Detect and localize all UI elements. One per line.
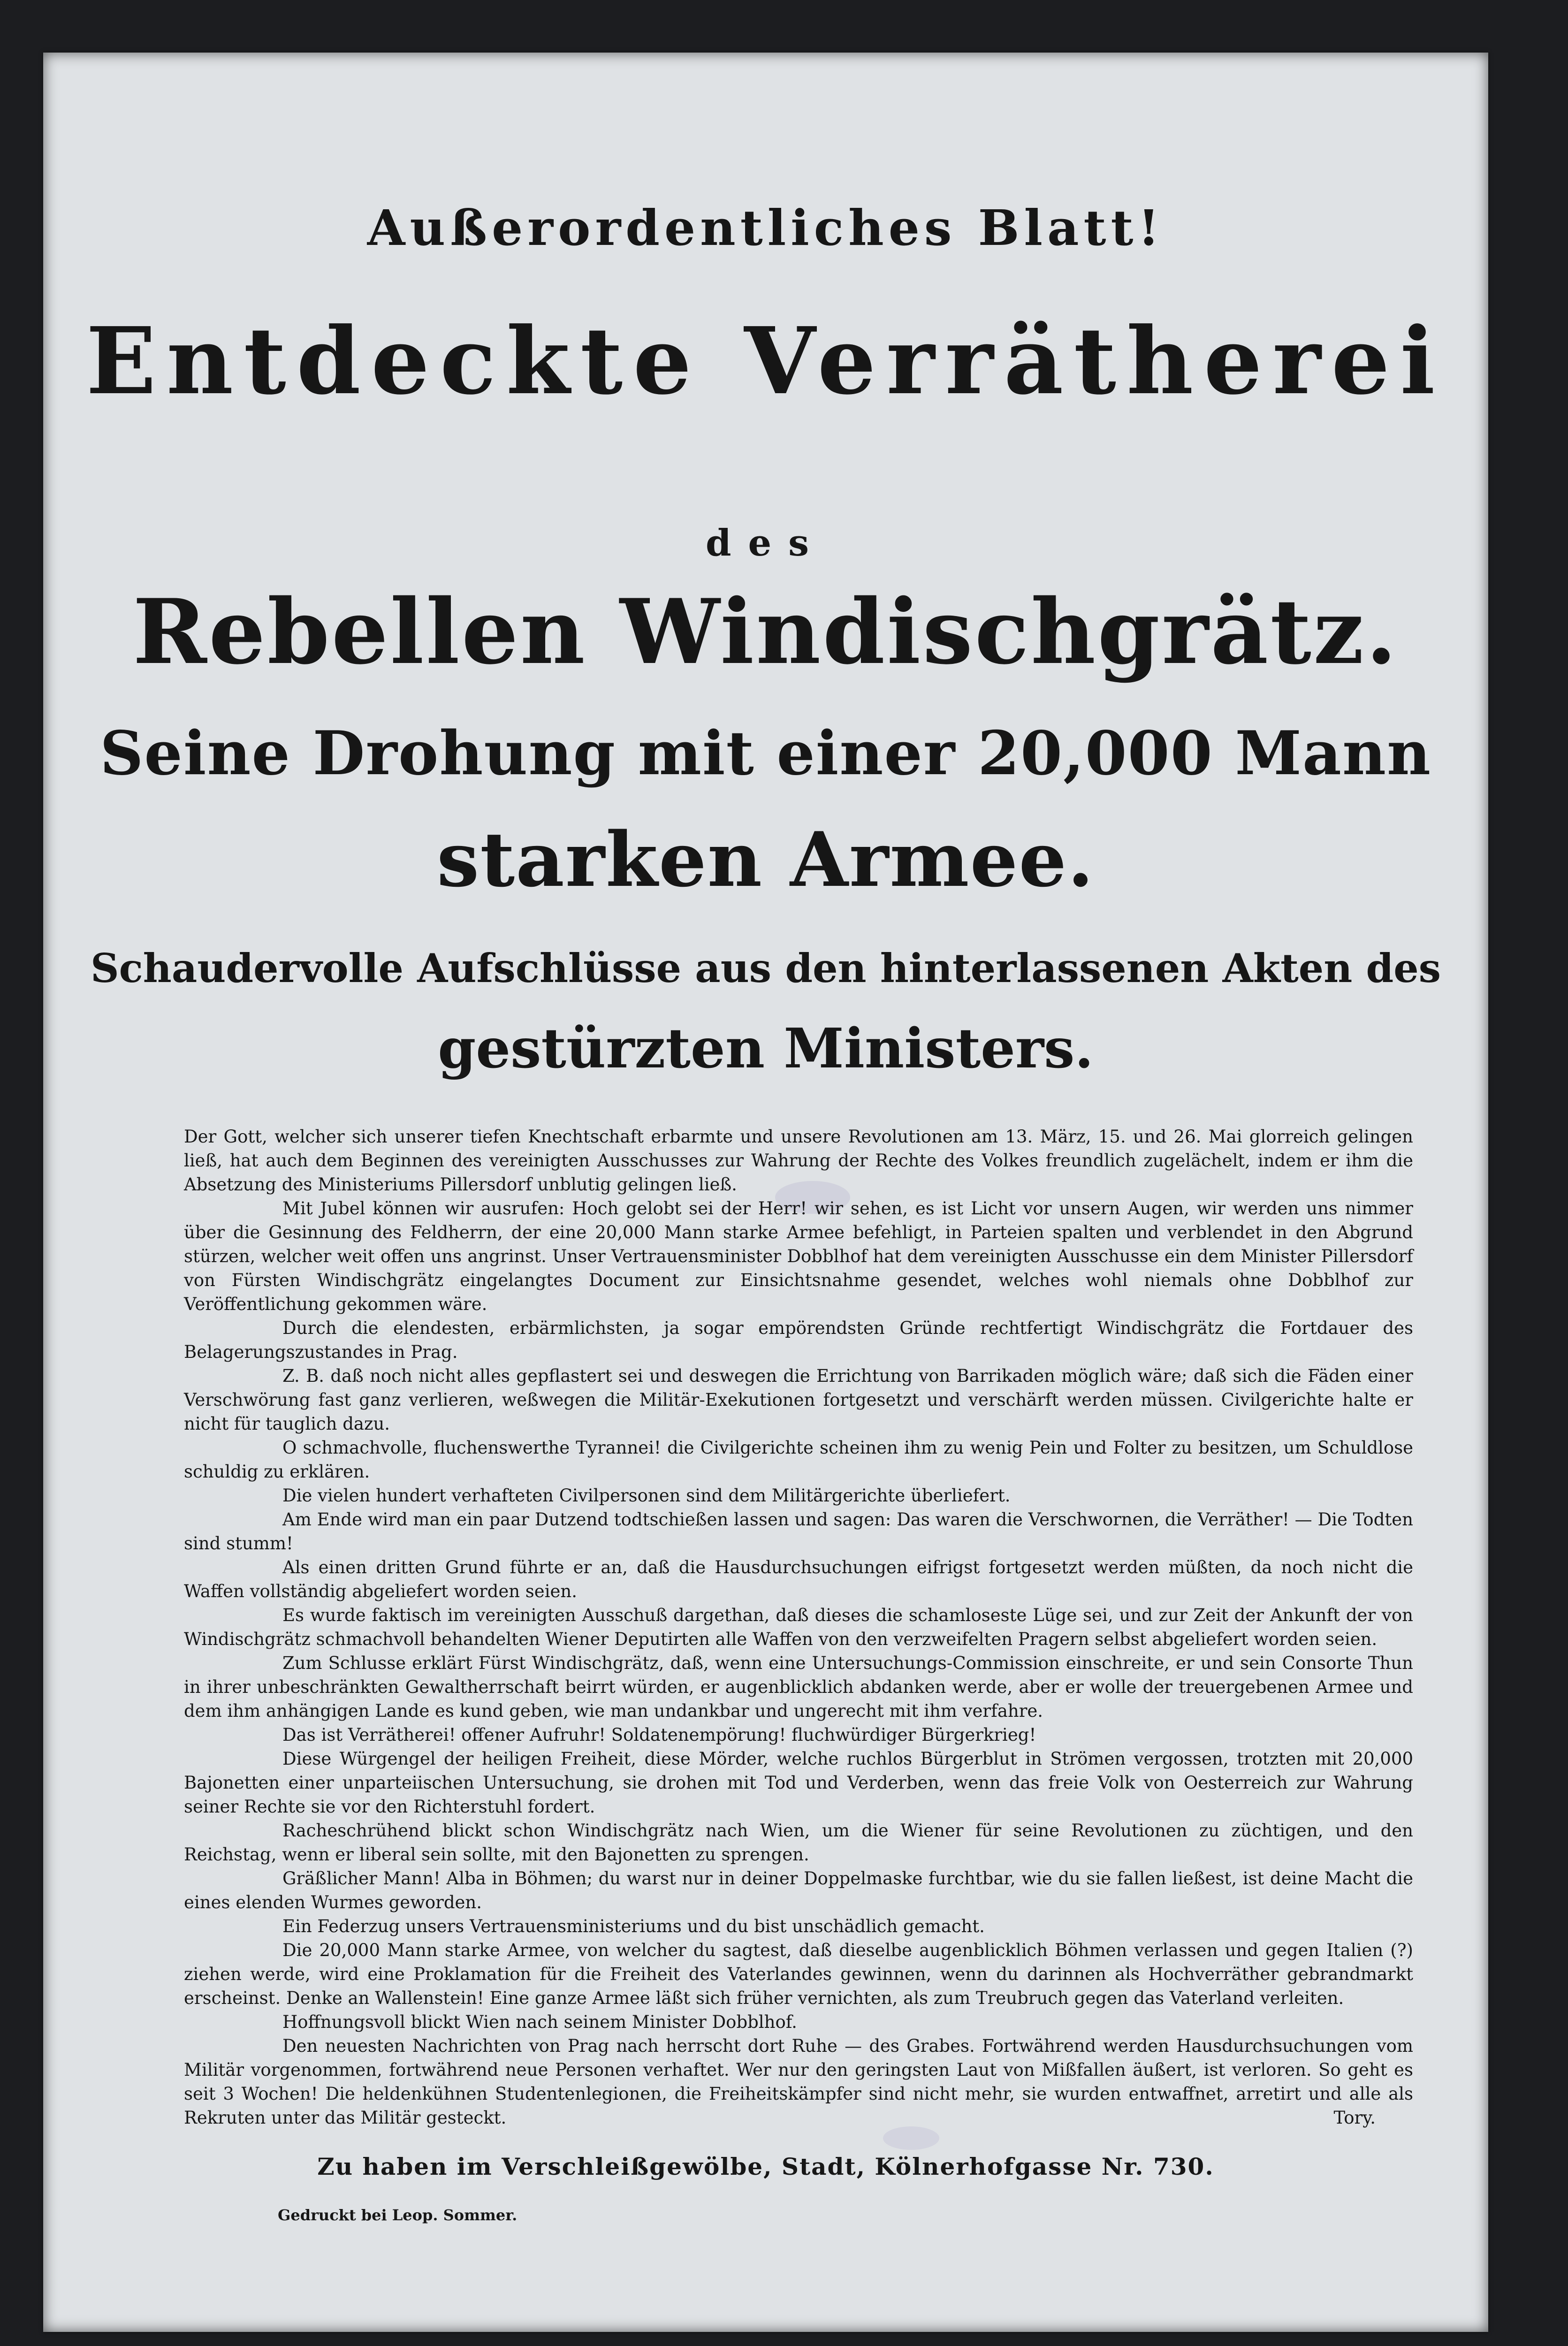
title-connector: des xyxy=(705,522,826,564)
paragraph: Z. B. daß noch nicht alles gepflastert sei und deswegen die Errichtung von Barrikaden möglich wäre; daß sich die Fäden einer Verschwörung fast ganz verlieren, weßwegen die Militär-Exekutionen fortgesetzt und verschärft werden müssen. Civilgerichte halte er nicht für tauglich dazu. xyxy=(184,1366,1413,1434)
main-title: Entdeckte Verrätherei xyxy=(86,307,1446,415)
availability-note: Zu haben im Verschleißgewölbe, Stadt, Kölnerhofgasse Nr. 730. xyxy=(317,2153,1214,2180)
threat-heading-line-2: starken Armee. xyxy=(437,815,1095,904)
subtitle-line-2: gestürzten Ministers. xyxy=(438,1017,1094,1081)
paragraph: Durch die elendesten, erbärmlichsten, ja sogar empörendsten Gründe rechtfertigt Windischgrätz die Fortdauer des Belagerungszustandes in Prag. xyxy=(184,1318,1413,1362)
paragraph: Es wurde faktisch im vereinigten Ausschuß dargethan, daß dieses die schamloseste Lüge sei, und zur Zeit der Ankunft der von Windischgrätz schmachvoll behandelten Wiener Deputirten alle Waffen von den verzweifelten Pragern selbst abgeliefert worden seien. xyxy=(184,1605,1413,1649)
paragraph: Das ist Verrätherei! offener Aufruhr! Soldatenempörung! fluchwürdiger Bürgerkrieg! xyxy=(282,1725,1036,1745)
paragraph: Als einen dritten Grund führte er an, daß die Hausdurchsuchungen eifrigst fortgesetzt werden müßten, da noch nicht die Waffen vollständig abgeliefert worden seien. xyxy=(184,1557,1413,1601)
faded-library-stamp-lower xyxy=(883,2126,939,2150)
paragraph: Zum Schlusse erklärt Fürst Windischgrätz, daß, wenn eine Untersuchungs-Commission einschreite, er und sein Consorte Thun in ihrer unbeschränkten Gewaltherrschaft beirrt würden, er augenblicklich abdanken werde, aber er wolle der treuergebenen Armee und dem ihm anhängigen Lande es kund geben, wie man undankbar und ungerecht mit ihm verfahre. xyxy=(184,1653,1413,1721)
paragraph: Den neuesten Nachrichten von Prag nach herrscht dort Ruhe — des Grabes. Fortwährend werden Hausdurchsuchungen vom Militär vorgenommen, fortwährend neue Personen verhaftet. Wer nur den geringsten Laut von Mißfallen äußert, ist verloren. So geht es seit 3 Wochen! Die heldenkühnen Studentenlegionen, die Freiheitskämpfer sind nicht mehr, sie wurden entwaffnet, arretirt und alle als Rekruten unter das Militär gesteckt. xyxy=(184,2036,1413,2128)
author-signature: Tory. xyxy=(1333,2108,1376,2128)
paragraph: Diese Würgengel der heiligen Freiheit, diese Mörder, welche ruchlos Bürgerblut in Strömen vergossen, trotzten mit 20,000 Bajonetten einer unparteiischen Untersuchung, sie drohen mit Tod und Verderben, wenn das freie Volk von Oesterreich zur Wahrung seiner Rechte sie vor den Richterstuhl fordert. xyxy=(184,1749,1413,1817)
paragraph: Racheschrühend blickt schon Windischgrätz nach Wien, um die Wiener für seine Revolutionen zu züchtigen, und den Reichstag, wenn er liberal sein sollte, mit den Bajonetten zu sprengen. xyxy=(184,1820,1413,1865)
paragraph: O schmachvolle, fluchenswerthe Tyrannei! die Civilgerichte scheinen ihm zu wenig Pein und Folter zu besitzen, um Schuldlose schuldig zu erklären. xyxy=(184,1438,1413,1482)
paragraph: Die 20,000 Mann starke Armee, von welcher du sagtest, daß dieselbe augenblicklich Böhmen verlassen und gegen Italien (?) ziehen werde, wird eine Proklamation für die Freiheit des Vaterlandes gewinnen, wenn du darinnen als Hochverräther gebrandmarkt erscheinst. Denke an Wallenstein! Eine ganze Armee läßt sich früher vernichten, als zum Treubruch gegen das Vaterland verleiten. xyxy=(184,1940,1413,2008)
broadsheet xyxy=(43,53,1488,2332)
subtitle-line-1: Schaudervolle Aufschlüsse aus den hinterlassenen Akten des xyxy=(91,945,1441,991)
paragraph: Mit Jubel können wir ausrufen: Hoch gelobt sei der Herr! wir sehen, es ist Licht vor unsern Augen, wir werden uns nimmer über die Gesinnung des Feldherrn, der eine 20,000 Mann starke Armee befehligt, in Parteien spalten und verblendet in den Abgrund stürzen, welcher weit offen uns angrinst. Unser Vertrauensminister Dobblhof hat dem vereinigten Ausschusse ein dem Minister Pillersdorf von Fürsten Windischgrätz eingelangtes Document zur Einsichtsnahme gesendet, welches wohl niemals ohne Dobblhof zur Veröffentlichung gekommen wäre. xyxy=(184,1198,1413,1314)
paragraph: Gräßlicher Mann! Alba in Böhmen; du warst nur in deiner Doppelmaske furchtbar, wie du sie fallen ließest, ist deine Macht die eines elenden Wurmes geworden. xyxy=(184,1868,1413,1912)
paragraph: Am Ende wird man ein paar Dutzend todtschießen lassen und sagen: Das waren die Verschwornen, die Verräther! — Die Todten sind stumm! xyxy=(184,1509,1413,1554)
printer-imprint: Gedruckt bei Leop. Sommer. xyxy=(278,2206,518,2224)
threat-heading-line-1: Seine Drohung mit einer 20,000 Mann xyxy=(99,718,1432,789)
paragraph: Die vielen hundert verhafteten Civilpersonen sind dem Militärgerichte überliefert. xyxy=(282,1485,1011,1506)
paragraph: Hoffnungsvoll blickt Wien nach seinem Minister Dobblhof. xyxy=(282,2012,797,2032)
rebel-name-heading: Rebellen Windischgrätz. xyxy=(132,579,1399,684)
paragraph: Der Gott, welcher sich unserer tiefen Knechtschaft erbarmte und unsere Revolutionen am 13. März, 15. und 26. Mai glorreich gelingen ließ, hat auch dem Beginnen des vereinigten Ausschusses zur Wahrung der Rechte des Volkes freundlich zugelächelt, indem er ihm die Absetzung des Ministeriums Pillersdorf unblutig gelingen ließ. xyxy=(184,1127,1413,1195)
paragraph: Ein Federzug unsers Vertrauensministeriums und du bist unschädlich gemacht. xyxy=(282,1916,985,1936)
extra-sheet-heading: Außerordentliches Blatt! xyxy=(367,199,1165,257)
article-body xyxy=(184,1125,1413,2130)
